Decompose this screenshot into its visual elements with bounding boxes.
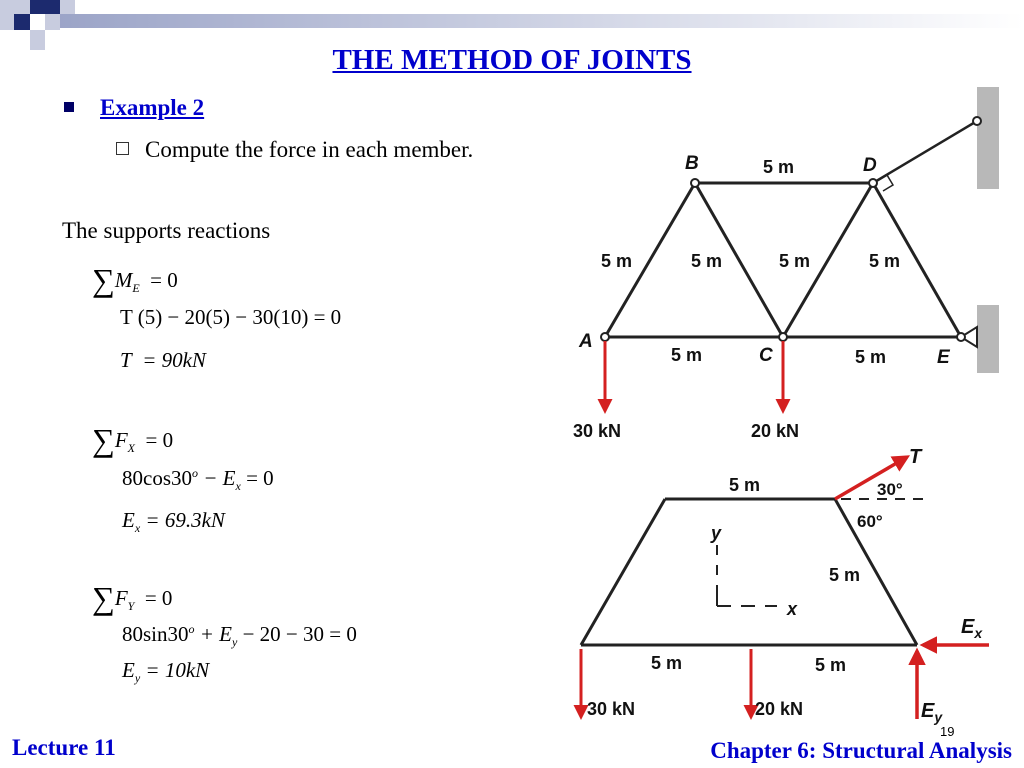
top-chord-length: 5 m [763, 157, 795, 177]
wall-support-top [977, 87, 999, 189]
load-c-label: 20 kN [751, 421, 800, 441]
slide-title: THE METHOD OF JOINTS [332, 44, 692, 76]
eq-ex-result: $E_x = 69.3kN$ [122, 508, 225, 536]
truss-top-diagram [573, 87, 999, 441]
axis-y-label: y [711, 523, 722, 543]
wall-support-bottom [977, 305, 999, 373]
reaction-ey-label: $E_y$ [921, 700, 943, 725]
hollow-square-bullet-icon [116, 142, 129, 155]
force-t-label: T [909, 446, 922, 468]
eq-fy-sum: $\sum F_Y = 0$ [92, 580, 173, 616]
square-bullet-icon [64, 102, 74, 112]
footer-chapter: Chapter 6: Structural Analysis [710, 738, 1012, 763]
support-reactions-heading: The supports reactions [62, 218, 271, 243]
axis-indicator [717, 545, 777, 606]
footer-lecture: Lecture 11 [12, 735, 116, 760]
eq-ey-result: $E_y = 10kN$ [122, 658, 210, 686]
sub-bullet [116, 137, 473, 163]
example-label: Example 2 [100, 95, 205, 120]
header-decoration [0, 0, 1024, 50]
eq-moment-expansion: T (5) − 20(5) − 30(10) = 0 [120, 305, 342, 329]
member-de-length: 5 m [869, 251, 901, 271]
eq-t-result: T = 90kN [120, 348, 206, 372]
fbd-top-length: 5 m [729, 475, 761, 495]
bullet-example [64, 95, 204, 121]
eq-moment-sum: $\sum M_E = 0$ [92, 262, 178, 298]
eq-fx-expansion: $80\cos 30^o - E_x = 0$ [122, 466, 274, 494]
angle-60-label: 60° [857, 512, 883, 531]
fbd-load-left-label: 30 kN [587, 699, 636, 719]
reaction-ex-label: $E_x$ [961, 616, 983, 641]
eq-fx-sum: $\sum F_X = 0$ [92, 422, 174, 458]
sigma-icon: ∑ [92, 262, 115, 298]
fbd-right-length: 5 m [829, 565, 861, 585]
member-ab-length: 5 m [601, 251, 633, 271]
free-body-diagram [581, 446, 989, 725]
axis-x-label: x [787, 599, 798, 619]
node-e-label: E [937, 347, 950, 368]
member-bc-length: 5 m [691, 251, 723, 271]
node-c-label: C [759, 345, 773, 366]
member-cd-length: 5 m [779, 251, 811, 271]
eq-fy-expansion: $80\sin 30^o + E_y - 20 - 30 = 0$ [122, 622, 357, 650]
angle-30-label: 30° [877, 480, 903, 499]
sub-bullet-text: Compute the force in each member. [145, 137, 474, 162]
sigma-icon: ∑ [92, 580, 115, 616]
node-b-label: B [685, 153, 699, 174]
page-number: 19 [940, 724, 955, 739]
fbd-bottom-left-length: 5 m [651, 653, 683, 673]
load-a-label: 30 kN [573, 421, 622, 441]
node-d-label: D [863, 155, 877, 176]
fbd-bottom-right-length: 5 m [815, 655, 847, 675]
member-ac-length: 5 m [671, 345, 703, 365]
fbd-load-mid-label: 20 kN [755, 699, 804, 719]
sigma-icon: ∑ [92, 422, 115, 458]
truss-figure [565, 85, 1010, 735]
member-ce-length: 5 m [855, 347, 887, 367]
cable-member [873, 121, 977, 183]
node-a-label: A [579, 331, 593, 352]
